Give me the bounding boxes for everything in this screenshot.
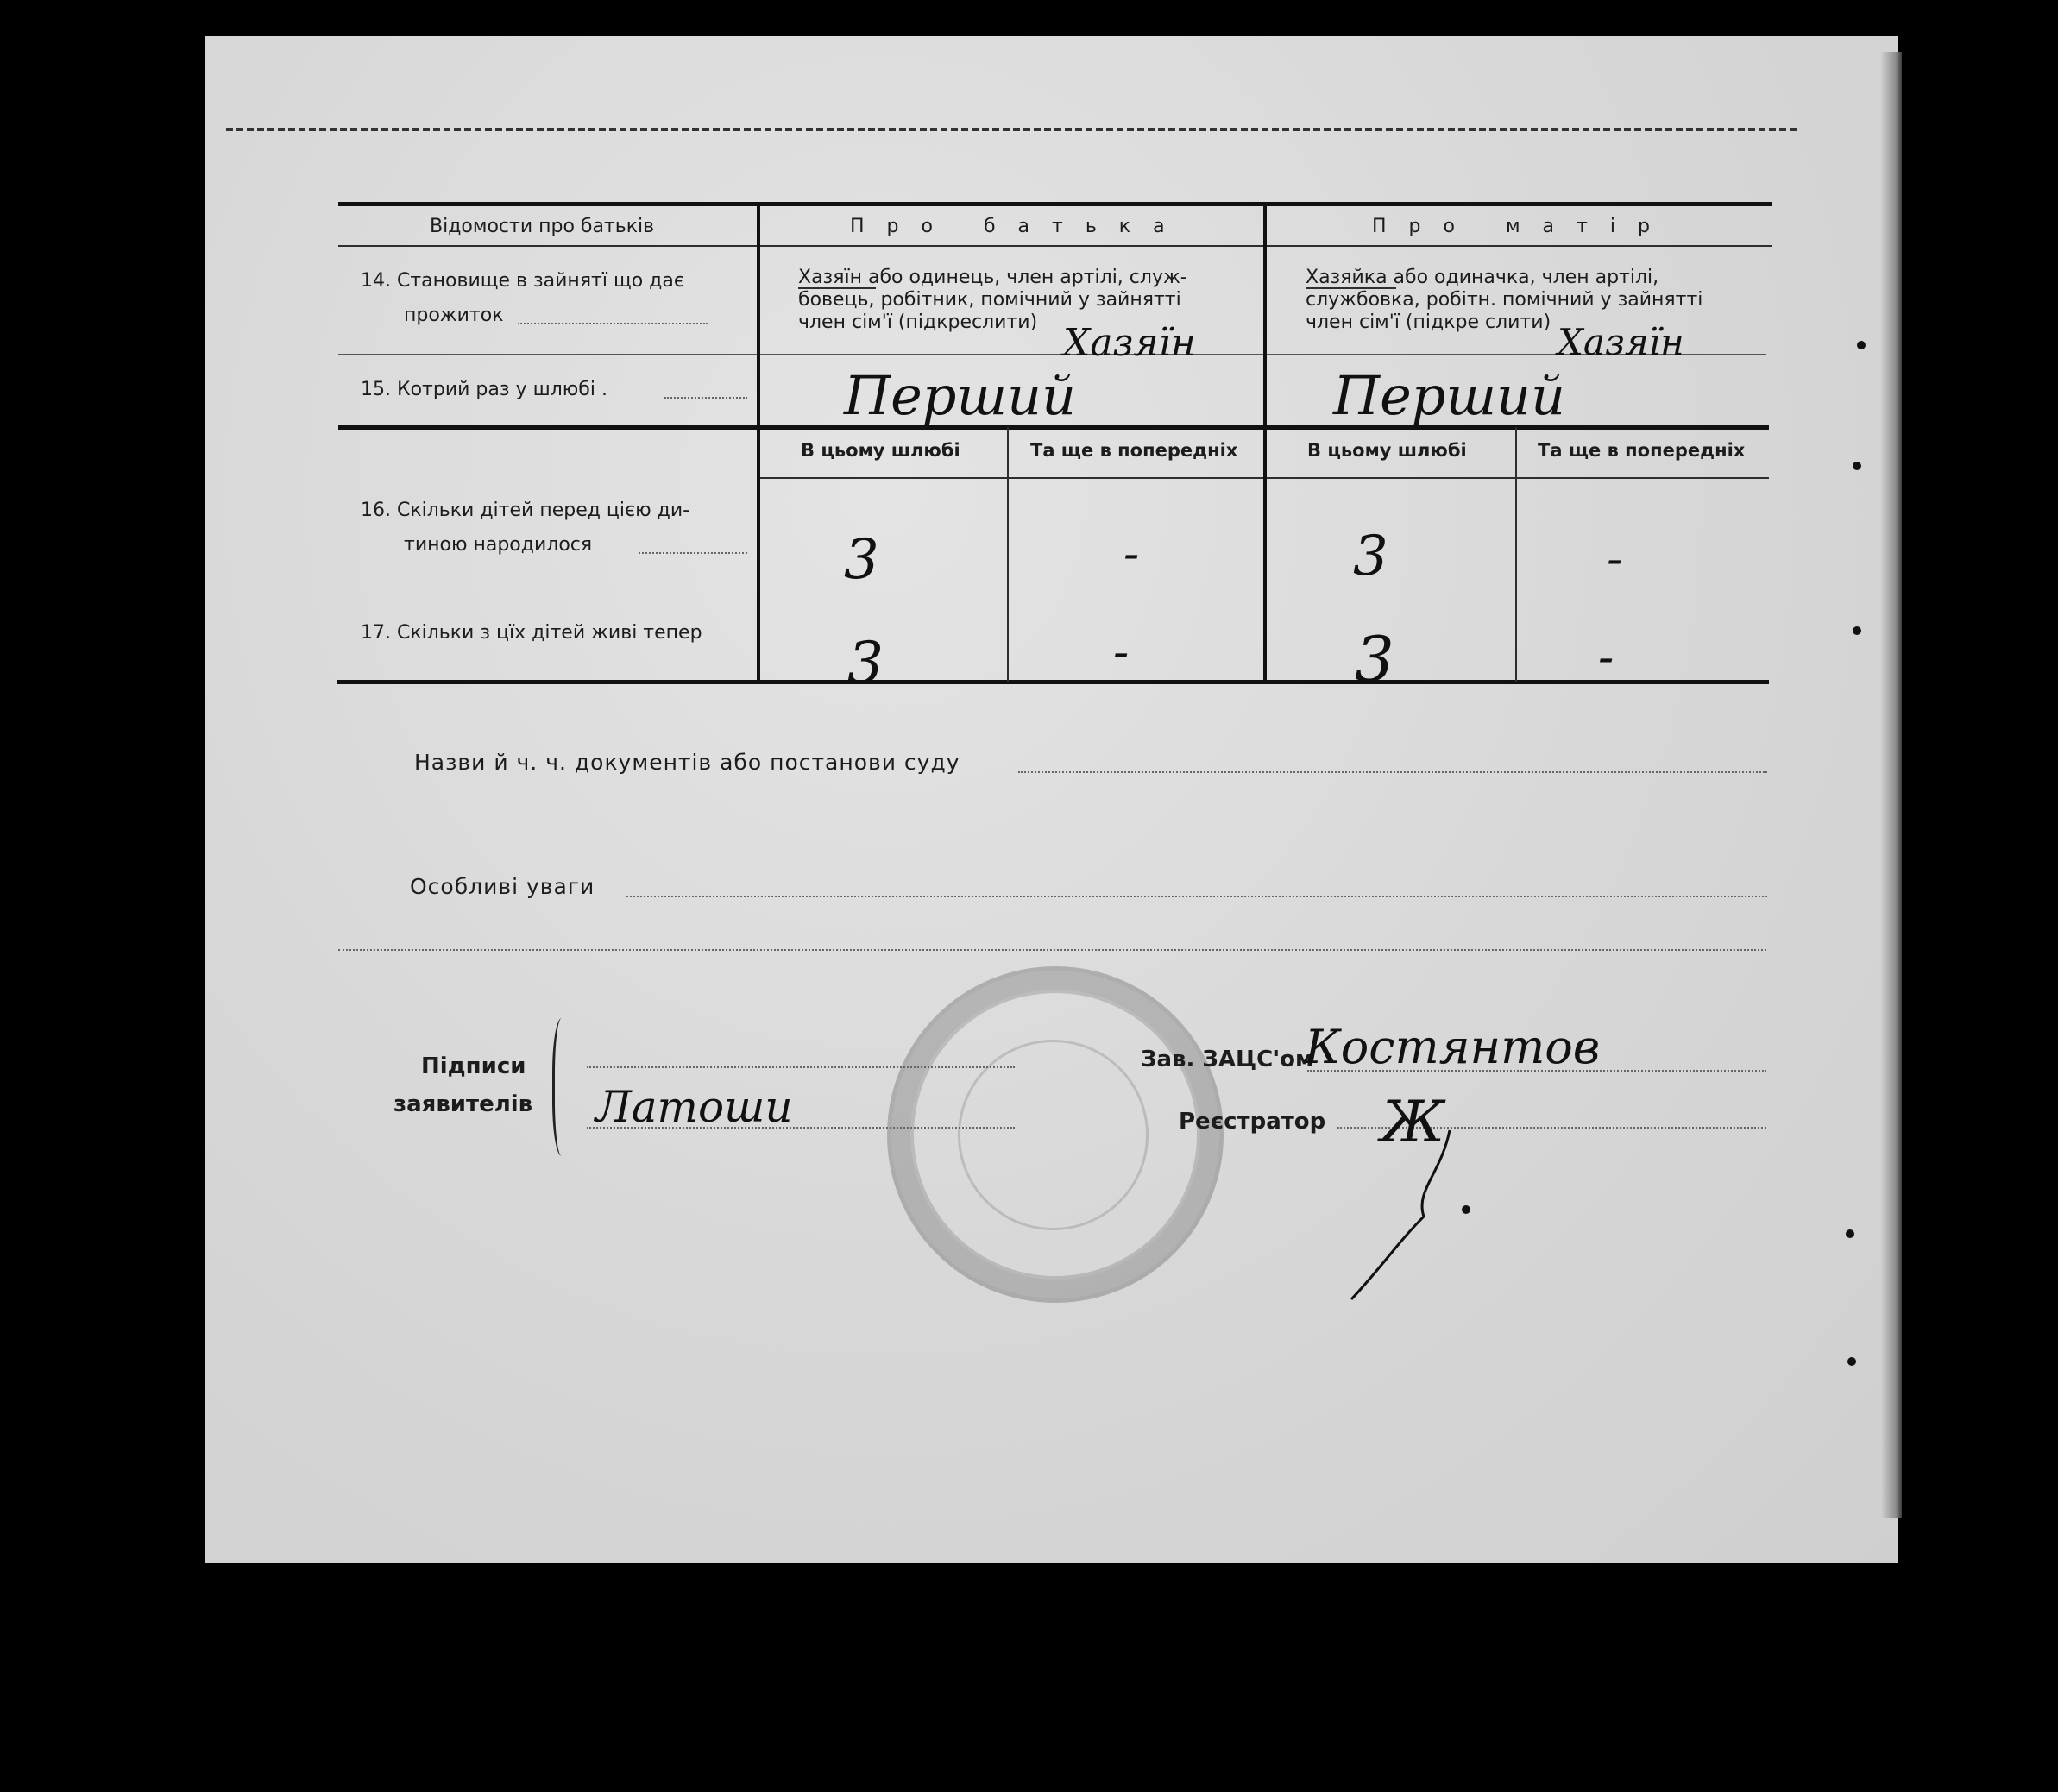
- row14-mother-options-2: службовка, робітн. помічний у зайнятті: [1306, 289, 1703, 311]
- column-divider: [757, 205, 760, 682]
- registrar-signature: Ж: [1381, 1089, 1445, 1155]
- header-about-mother: Про матір: [1372, 216, 1672, 237]
- leader-dots: [518, 323, 708, 324]
- row14-label-cont: прожиток: [404, 305, 504, 326]
- documents-label: Назви й ч. ч. документів або постанови суду: [414, 750, 960, 775]
- table-bottom-border: [337, 680, 1769, 684]
- row16-label: 16. Скільки дітей перед цією ди-: [361, 500, 690, 521]
- row16-mother-prev: -: [1607, 531, 1623, 586]
- punch-mark: [1853, 462, 1861, 470]
- row15-mother-handwritten: Перший: [1333, 364, 1566, 427]
- punch-mark: [1847, 1357, 1856, 1366]
- underline-mark: [1306, 287, 1396, 289]
- remarks-fill-line: [626, 896, 1767, 897]
- row16-father-prev: -: [1123, 526, 1140, 581]
- row14-father-options-1: Хазяїн або одинець, член артілі, служ-: [798, 267, 1187, 288]
- row15-father-handwritten: Перший: [844, 364, 1077, 427]
- subheader-mother-this-marriage: В цьому шлюбі: [1307, 440, 1467, 461]
- row14-father-options-2: бовець, робітник, помічний у зайнятті: [798, 289, 1181, 311]
- applicants-signatures-label: Підписи: [421, 1053, 526, 1079]
- row16-label-cont: тиною народилося: [404, 534, 593, 556]
- applicant-signature: Латоши: [595, 1082, 793, 1132]
- row17-father-this: 3: [847, 630, 884, 696]
- row16-father-this: 3: [844, 528, 879, 592]
- punch-mark: [1857, 341, 1866, 349]
- paper-edge-shadow: [1881, 52, 1902, 1518]
- registrar-label: Реєстратор: [1179, 1109, 1326, 1135]
- head-signature: Костянтов: [1305, 1020, 1601, 1074]
- header-parents-info: Відомости про батьків: [430, 216, 655, 237]
- signature-brace: [552, 1018, 576, 1156]
- row14-rule: [338, 354, 1766, 355]
- row14-mother-options-1: Хазяйка або одиначка, член артілі,: [1306, 267, 1659, 288]
- documents-fill-line: [1018, 771, 1767, 773]
- subheader-father-this-marriage: В цьому шлюбі: [801, 440, 960, 461]
- row14-father-handwritten: Хазяїн: [1063, 321, 1196, 365]
- registrar-signature-stroke: [1346, 1122, 1467, 1311]
- leader-dots: [664, 397, 747, 399]
- column-divider: [1007, 427, 1009, 682]
- remarks-fill-line-2: [338, 949, 1766, 951]
- row14-father-options-3: член сім'ї (підкреслити): [798, 311, 1038, 333]
- row14-mother-options-3: член сім'ї (підкре слити): [1306, 311, 1551, 333]
- row17-mother-this: 3: [1355, 623, 1394, 695]
- punch-mark: [1846, 1229, 1854, 1238]
- row16-mother-this: 3: [1353, 525, 1388, 588]
- column-divider: [1515, 427, 1517, 682]
- table-top-border: [338, 202, 1772, 206]
- remarks-label: Особливі уваги: [410, 874, 595, 899]
- row15-label: 15. Котрий раз у шлюбі .: [361, 379, 607, 400]
- table-header-rule: [338, 245, 1772, 247]
- subheader-mother-previous: Та ще в попередніх: [1538, 440, 1746, 461]
- row17-label: 17. Скільки з цїх дітей живі тепер: [361, 622, 702, 644]
- subheader-father-previous: Та ще в попередніх: [1030, 440, 1238, 461]
- official-stamp-center: [958, 1040, 1149, 1230]
- row17-father-prev: -: [1113, 625, 1130, 679]
- leader-dots: [639, 552, 747, 554]
- row14-label: 14. Становище в зайнятї що дає: [361, 270, 684, 292]
- applicants-signatures-label-cont: заявителів: [393, 1091, 533, 1117]
- punch-mark: [1853, 626, 1861, 635]
- cut-line: [226, 128, 1797, 131]
- column-divider: [1263, 205, 1267, 682]
- row17-mother-prev: -: [1598, 630, 1614, 684]
- applicant-signature-line: [587, 1066, 1015, 1068]
- underline-mark: [798, 287, 876, 289]
- row14-mother-handwritten: Хазяїн: [1558, 321, 1684, 363]
- header-about-father: Про батька: [850, 216, 1187, 237]
- head-of-registry-label: Зав. ЗАЦС'ом: [1141, 1047, 1314, 1072]
